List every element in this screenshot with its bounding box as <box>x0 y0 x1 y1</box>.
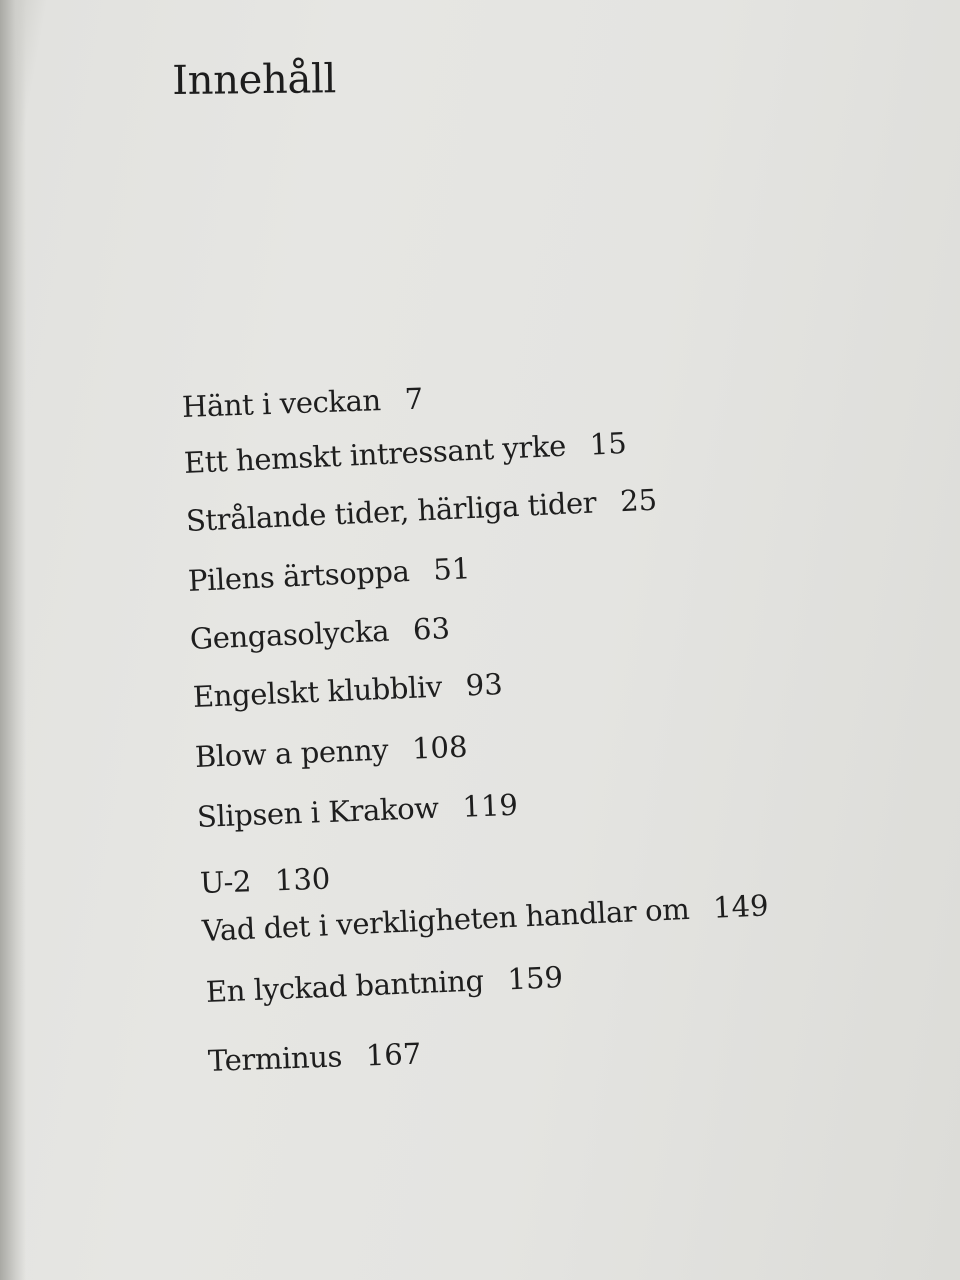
toc-entry-title: Strålande tider, härliga tider <box>185 485 597 538</box>
toc-entry-page-number: 167 <box>365 1036 422 1073</box>
toc-entry <box>192 667 503 714</box>
toc-entry-title: Terminus <box>207 1039 343 1078</box>
toc-entry <box>201 888 769 948</box>
page-title: Innehåll <box>172 56 337 104</box>
toc-entry-page-number: 25 <box>619 482 658 519</box>
toc-entry-page-number: 159 <box>506 960 564 997</box>
toc-entry <box>187 551 471 598</box>
toc-entry-page-number: 51 <box>432 551 471 587</box>
toc-entry-title: En lyckad bantning <box>205 963 485 1009</box>
toc-entry-title: Gengasolycka <box>189 613 390 656</box>
toc-entry-page-number: 7 <box>404 381 424 417</box>
toc-entry-title: Pilens ärtsoppa <box>187 553 411 598</box>
toc-entry <box>189 611 450 656</box>
toc-entry <box>185 483 658 538</box>
toc-entry <box>194 730 468 774</box>
toc-entry-page-number: 119 <box>461 787 519 824</box>
toc-entry <box>196 788 518 834</box>
toc-entry <box>181 382 423 424</box>
toc-entry-title: Blow a penny <box>194 732 389 774</box>
toc-entry-page-number: 108 <box>411 729 469 766</box>
toc-entry-page-number: 93 <box>465 667 504 703</box>
toc-entry <box>205 960 563 1009</box>
toc-entry-page-number: 130 <box>274 861 331 898</box>
toc-entry-title: Ett hemskt intressant yrke <box>183 428 567 480</box>
toc-entry-title: Hänt i veckan <box>181 383 382 424</box>
toc-entry-title: Slipsen i Krakow <box>196 790 440 834</box>
toc-entry <box>199 861 330 900</box>
toc-entry-page-number: 149 <box>712 888 770 925</box>
toc-entry-page-number: 15 <box>588 425 628 462</box>
toc-entry-title: U-2 <box>199 864 252 900</box>
toc-entry <box>183 426 627 480</box>
toc-entry <box>207 1037 421 1078</box>
toc-entry-title: Vad det i verkligheten handlar om <box>201 891 690 948</box>
toc-entry-page-number: 63 <box>412 611 451 647</box>
toc-entry-title: Engelskt klubbliv <box>192 669 443 714</box>
